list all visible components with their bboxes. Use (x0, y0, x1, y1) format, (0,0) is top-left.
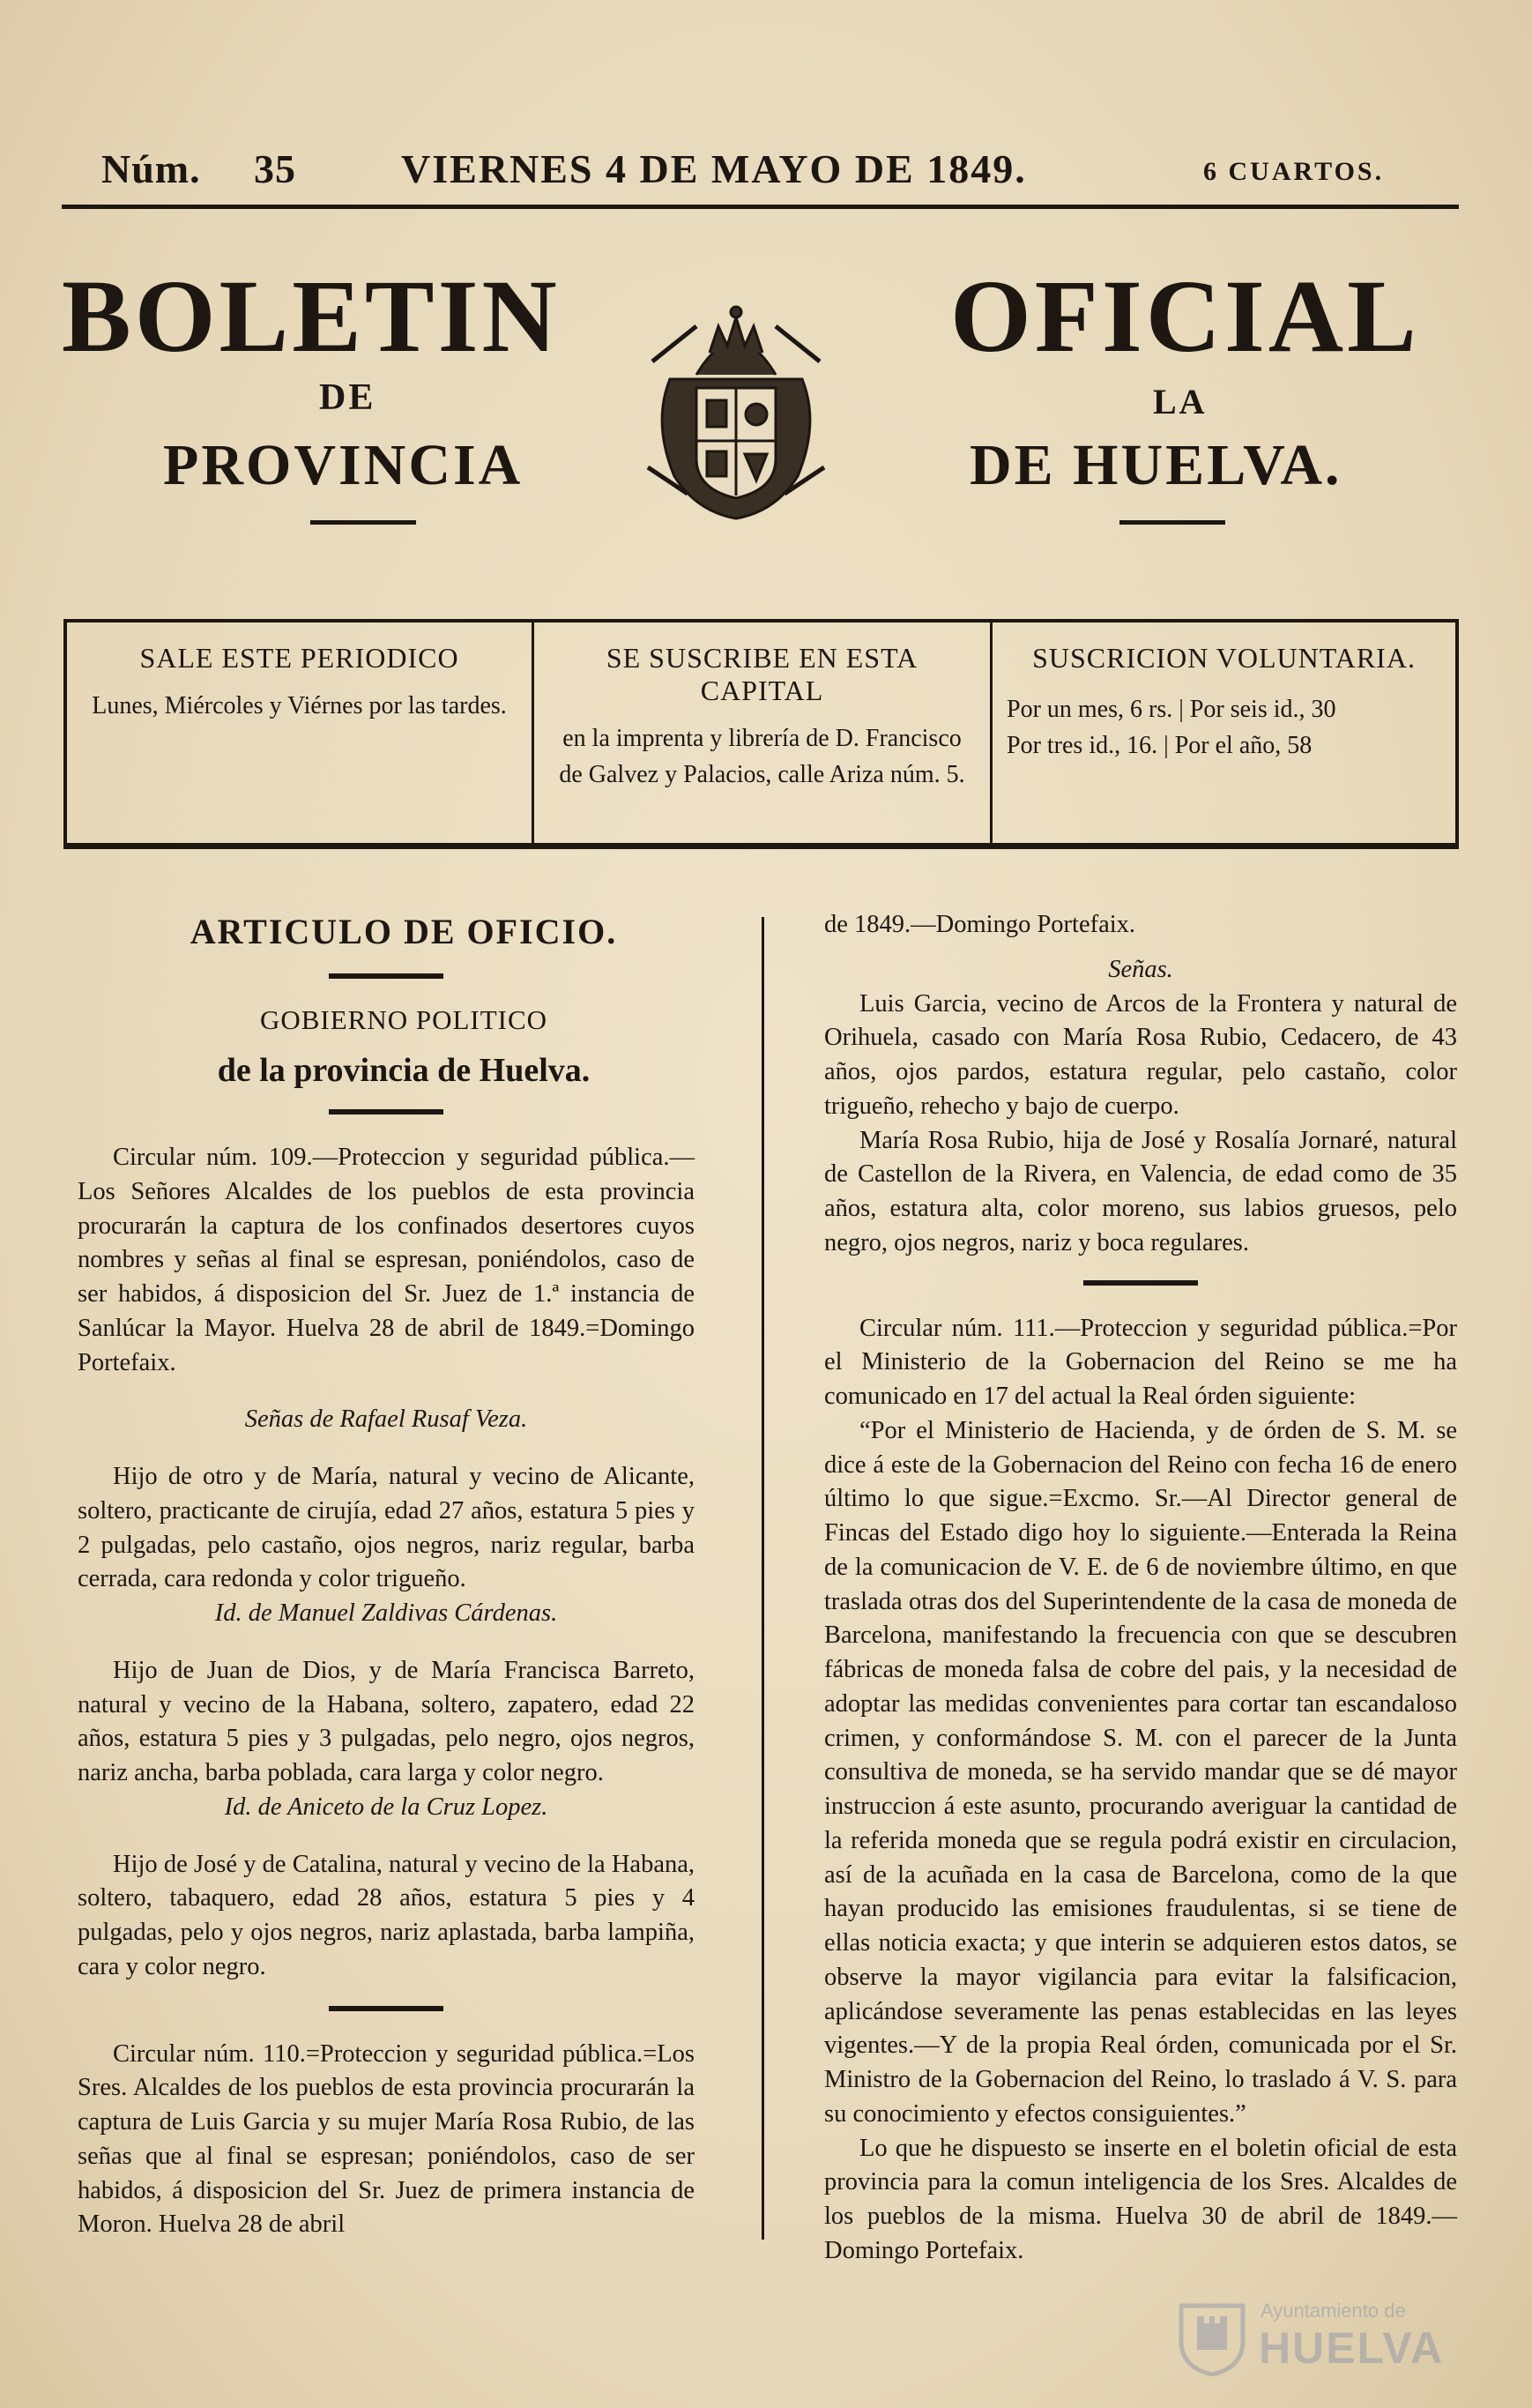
column-divider (762, 917, 764, 2240)
title-la: LA (1153, 382, 1208, 421)
prices-row-1: Por un mes, 6 rs. | Por seis id., 30 (1007, 696, 1336, 723)
title-boletin: BOLETIN (62, 258, 561, 374)
senas-rafael-heading: Señas de Rafael Rusaf Veza. (244, 1405, 528, 1434)
left-column (78, 908, 695, 2242)
continuation-signature: de 1849.—Domingo Portefaix. (824, 911, 1136, 938)
separator (1083, 1280, 1198, 1286)
separator (329, 973, 443, 979)
prices-row-2: Por tres id., 16. | Por el año, 58 (1007, 731, 1313, 759)
watermark-line-2: HUELVA (1259, 2323, 1445, 2373)
manuel-description: Hijo de Juan de Dios, y de María Francisca Barreto, natural y vecino de la Habana, soltero, zapatero, edad 22 años, estatura 5 pies y 3 pulgadas, pelo negro, ojos negros, nariz ancha, barba poblada, cara larga y color negro. (78, 1656, 695, 1787)
aniceto-heading: Id. de Aniceto de la Cruz Lopez. (224, 1793, 548, 1821)
subscribe-title: SE SUSCRIBE EN ESTA CAPITAL (606, 642, 918, 706)
issue-number-value: 35 (254, 146, 296, 191)
box-bottom-rule (63, 845, 1459, 849)
gobierno-politico: GOBIERNO POLITICO (259, 1004, 548, 1036)
masthead-rule (62, 205, 1459, 209)
subscribe-text: en la imprenta y librería de D. Francisco de Galvez y Palacios, calle Ariza núm. 5. (559, 725, 965, 788)
issue-number-label: Núm. (101, 146, 201, 191)
closing-paragraph: Lo que he dispuesto se inserte en el boletin oficial de esta provincia para la comun inteligencia de los Sres. Alcaldes de los pueblos de la misma. Huelva 30 de abril de 1849.—Domingo Portefaix. (824, 2134, 1457, 2264)
royal-order-quote: “Por el Ministerio de Hacienda, y de órden de S. M. se dice á este de la Gobernacion del Reino con fecha 16 de enero último lo que sigue.=Excmo. Sr.—Al Director general de Fincas del Estado digo hoy lo siguiente.—Enterada la Reina de la comunicacion de V. E. de 6 de noviembre último, en que traslada otras dos del Superintendente de la casa de moneda de Barcelona, manifestando la frecuencia con que se descubren fábricas de moneda falsa de cobre del pais, y la necesidad de adoptar las medidas convenientes para cortar tan escandaloso crimen, y conformándose S. M. con el parecer de la Junta consultiva de moneda, se ha servido mandar que se dé mayor instruccion á este asunto, procurando averiguar la cantidad de la referida moneda que se regula podrá existir en circulacion, así de la acuñada en la casa de Barcelona, como de la que hayan producido las emisiones fraudulentas, si se tiene de ellas noticia exacta; y que interin se adquieren estos datos, se observe la mayor vigilancia para evitar la falsificacion, aplicándose severamente las penas establecidas en las leyes vigentes.—Y de la propia Real órden, comunicada por el Sr. Ministro de la Gobernacion del Reino, lo traslado á V. S. para su conocimiento y efectos consiguientes.” (824, 1416, 1457, 2128)
archive-watermark (1172, 2284, 1472, 2381)
manuel-heading: Id. de Manuel Zaldivas Cárdenas. (214, 1599, 558, 1628)
title-underline-right (1119, 520, 1225, 525)
title-de-huelva: DE HUELVA. (970, 433, 1342, 497)
luis-description: Luis Garcia, vecino de Arcos de la Frontera y natural de Orihuela, casado con María Rosa Rubio, Cedacero, de 43 años, ojos pardos, estatura regular, pelo castaño, color trigueño, rehecho y bajo de cuerpo. (824, 989, 1457, 1120)
info-box-subscribe (534, 623, 993, 843)
info-box-prices (993, 623, 1455, 843)
separator (329, 1109, 443, 1115)
title-underline-left (310, 520, 416, 525)
schedule-text: Lunes, Miércoles y Viérnes por las tardes. (92, 692, 507, 719)
info-box-schedule (67, 623, 534, 843)
watermark-line-1: Ayuntamiento de (1261, 2300, 1406, 2322)
subscription-info-box (63, 619, 1459, 846)
senas-heading: Señas. (1108, 955, 1173, 983)
issue-price: 6 CUARTOS. (1203, 157, 1385, 186)
coat-of-arms-emblem (635, 291, 837, 529)
title-provincia: PROVINCIA (163, 433, 524, 497)
title-de: DE (319, 377, 376, 418)
rafael-description: Hijo de otro y de María, natural y vecino de Alicante, soltero, practicante de cirujía, edad 27 años, estatura 5 pies y 2 pulgadas, pelo castaño, ojos negros, nariz regular, barba cerrada, cara redonda y color trigueño. (78, 1463, 695, 1593)
right-column (824, 908, 1457, 2269)
schedule-title: SALE ESTE PERIODICO (139, 642, 459, 674)
article-heading: ARTICULO DE OFICIO. (190, 912, 618, 951)
circular-109: Circular núm. 109.—Proteccion y seguridad pública.—Los Señores Alcaldes de los pueblos de esta provincia procurarán la captura de los confinados desertores cuyos nombres y señas al final se espresan, poniéndolos, caso de ser habidos, á disposicion del Sr. Juez de 1.ª instancia de Sanlúcar la Mayor. Huelva 28 de abril de 1849.=Domingo Portefaix. (78, 1144, 695, 1376)
maria-description: María Rosa Rubio, hija de José y Rosalía Jornaré, natural de Castellon de la Rivera, en Valencia, de edad como de 35 años, estatura alta, color moreno, sus labios gruesos, pelo negro, ojos negros, nariz y boca regulares. (824, 1126, 1457, 1256)
title-oficial: OFICIAL (950, 258, 1420, 374)
circular-111: Circular núm. 111.—Proteccion y seguridad pública.=Por el Ministerio de la Gobernacion del Reino se me ha comunicado en 17 del actual la Real órden siguiente: (824, 1314, 1457, 1410)
circular-110: Circular núm. 110.=Proteccion y seguridad pública.=Los Sres. Alcaldes de los pueblos de esta provincia procurarán la captura de Luis Garcia y su mujer María Rosa Rubio, de las señas que al final se espresan; poniéndolos, caso de ser habidos, á disposicion del Sr. Juez de primera instancia de Moron. Huelva 28 de abril (78, 2039, 695, 2239)
issue-date: VIERNES 4 DE MAYO DE 1849. (401, 146, 1027, 191)
prices-title: SUSCRICION VOLUNTARIA. (1032, 642, 1416, 674)
separator (329, 2006, 443, 2011)
provincia-heading: de la provincia de Huelva. (217, 1051, 591, 1089)
aniceto-description: Hijo de José y de Catalina, natural y vecino de la Habana, soltero, tabaquero, edad 28 años, estatura 5 pies y 4 pulgadas, pelo y ojos negros, nariz aplastada, barba lampiña, cara y color negro. (78, 1850, 695, 1980)
castle-seal-icon (1172, 2288, 1252, 2376)
